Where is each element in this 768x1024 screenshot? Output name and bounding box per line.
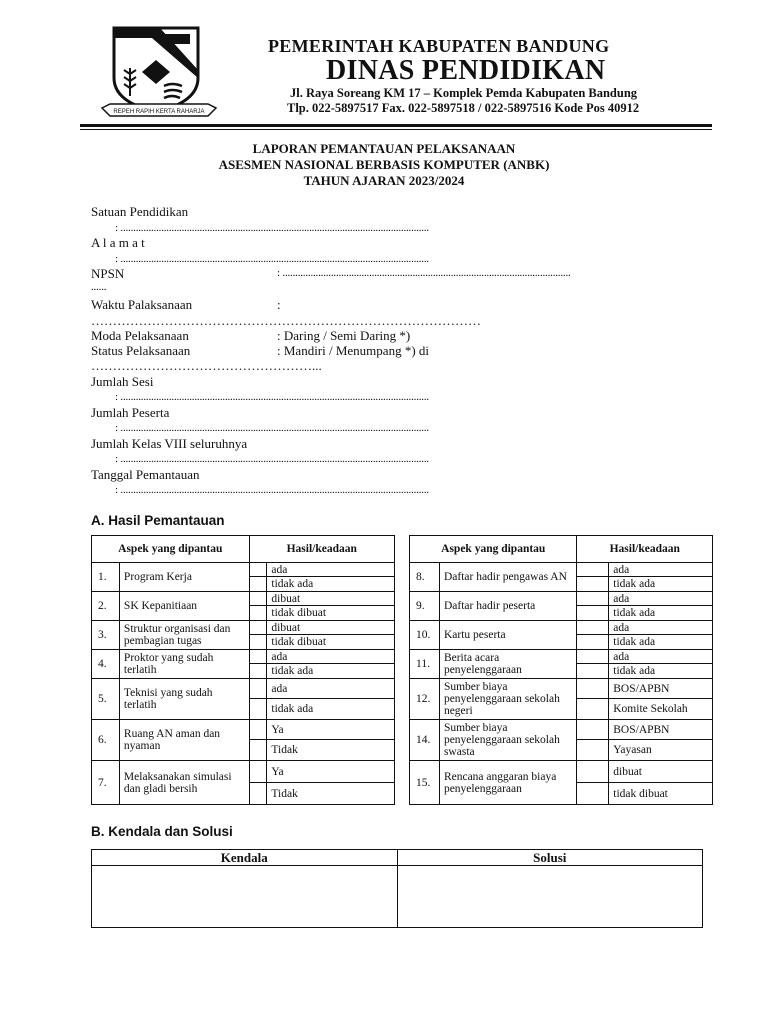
dots-npsn[interactable]: : .................................................................................................................	[277, 267, 571, 279]
option-text: tidak ada	[609, 577, 713, 592]
header-rule-thin	[80, 129, 712, 130]
row-number: 9.	[410, 592, 440, 621]
row-number: 4.	[92, 650, 120, 679]
dots-peserta[interactable]: : .........................................................................................................................	[115, 422, 429, 434]
aspek-text: Kartu peserta	[439, 621, 577, 650]
solusi-cell[interactable]	[397, 866, 703, 928]
checkbox-cell[interactable]	[577, 592, 609, 606]
checkbox-cell[interactable]	[577, 664, 609, 679]
table-row	[410, 592, 713, 606]
row-number: 2.	[92, 592, 120, 621]
checkbox-cell[interactable]	[249, 664, 267, 679]
label-alamat: A l a m a t	[91, 235, 145, 250]
aspek-text: Berita acara penyelenggaraan	[439, 650, 577, 679]
col-hasil: Hasil/keadaan	[249, 536, 395, 563]
col-hasil: Hasil/keadaan	[577, 536, 713, 563]
table-row	[92, 761, 395, 783]
row-number: 11.	[410, 650, 440, 679]
table-row	[92, 650, 395, 664]
checkbox-cell[interactable]	[249, 783, 267, 805]
option-text: ada	[609, 563, 713, 577]
option-text: ada	[609, 650, 713, 664]
checkbox-cell[interactable]	[249, 577, 267, 592]
label-satuan: Satuan Pendidikan	[91, 204, 189, 219]
row-number: 10.	[410, 621, 440, 650]
checkbox-cell[interactable]	[577, 563, 609, 577]
header-agency: DINAS PENDIDIKAN	[326, 55, 606, 86]
checkbox-cell[interactable]	[249, 699, 267, 720]
option-text: tidak ada	[609, 664, 713, 679]
table-row	[410, 621, 713, 635]
checkbox-cell[interactable]	[577, 621, 609, 635]
header-contact: Tlp. 022-5897517 Fax. 022-5897518 / 022-5897516 Kode Pos 40912	[287, 101, 640, 115]
section-b-title: B. Kendala dan Solusi	[91, 824, 233, 839]
option-text: tidak ada	[267, 664, 395, 679]
row-number: 15.	[410, 761, 440, 805]
table-row	[410, 679, 713, 699]
col-aspek: Aspek yang dipantau	[92, 536, 250, 563]
table-row	[92, 563, 395, 577]
dots-alamat[interactable]: : .........................................................................................................................	[115, 253, 429, 265]
table-row	[92, 621, 395, 635]
checkbox-cell[interactable]	[249, 621, 267, 635]
row-number: 7.	[92, 761, 120, 805]
option-text: tidak ada	[267, 699, 395, 720]
label-kelas: Jumlah Kelas VIII seluruhnya	[91, 436, 248, 451]
table-row	[410, 720, 713, 740]
aspek-text: Teknisi yang sudah terlatih	[119, 679, 249, 720]
checkbox-cell[interactable]	[577, 761, 609, 783]
dots-satuan[interactable]: : .........................................................................................................................	[115, 222, 429, 234]
option-text: BOS/APBN	[609, 720, 713, 740]
checkbox-cell[interactable]	[577, 699, 609, 720]
kendala-solusi-table	[91, 849, 703, 928]
row-number: 6.	[92, 720, 120, 761]
col-solusi: Solusi	[397, 850, 703, 866]
aspek-text: SK Kepanitiaan	[119, 592, 249, 621]
option-text: ada	[267, 679, 395, 699]
checkbox-cell[interactable]	[577, 783, 609, 805]
aspek-text: Daftar hadir pengawas AN	[439, 563, 577, 592]
colon-waktu: :	[277, 297, 281, 312]
dots-tanggal[interactable]: : .........................................................................................................................	[115, 484, 429, 496]
checkbox-cell[interactable]	[577, 577, 609, 592]
header-rule-thick	[80, 124, 712, 127]
row-number: 1.	[92, 563, 120, 592]
table-row	[92, 679, 395, 699]
label-moda: Moda Pelaksanaan	[91, 328, 189, 343]
checkbox-cell[interactable]	[577, 606, 609, 621]
table-row	[410, 650, 713, 664]
option-text: tidak dibuat	[609, 783, 713, 805]
checkbox-cell[interactable]	[249, 650, 267, 664]
aspek-text: Rencana anggaran biaya penyelenggaraan	[439, 761, 577, 805]
option-text: dibuat	[267, 621, 395, 635]
col-aspek: Aspek yang dipantau	[410, 536, 577, 563]
row-number: 5.	[92, 679, 120, 720]
row-number: 3.	[92, 621, 120, 650]
row-number: 14.	[410, 720, 440, 761]
hasil-table-left	[91, 535, 395, 805]
option-text: dibuat	[267, 592, 395, 606]
row-number: 8.	[410, 563, 440, 592]
dots-sesi[interactable]: : .........................................................................................................................	[115, 391, 429, 403]
checkbox-cell[interactable]	[249, 635, 267, 650]
svg-text:REPEH RAPIH KERTA RAHARJA: REPEH RAPIH KERTA RAHARJA	[113, 109, 205, 115]
value-status[interactable]: : Mandiri / Menumpang *) di	[277, 343, 430, 358]
checkbox-cell[interactable]	[577, 679, 609, 699]
report-title-line3: TAHUN AJARAN 2023/2024	[303, 173, 465, 188]
option-text: Komite Sekolah	[609, 699, 713, 720]
table-row	[92, 720, 395, 740]
dots-npsn-tail: ......	[91, 281, 107, 293]
label-peserta: Jumlah Peserta	[91, 405, 170, 420]
option-text: Tidak	[267, 740, 395, 761]
section-a-title: A. Hasil Pemantauan	[91, 513, 225, 528]
row-number: 12.	[410, 679, 440, 720]
option-text: Tidak	[267, 783, 395, 805]
logo-kabupaten-bandung	[100, 24, 218, 120]
col-kendala: Kendala	[92, 850, 398, 866]
hasil-table-right	[409, 535, 713, 805]
aspek-text: Program Kerja	[119, 563, 249, 592]
header-government: PEMERINTAH KABUPATEN BANDUNG	[268, 36, 610, 56]
checkbox-cell[interactable]	[577, 740, 609, 761]
checkbox-cell[interactable]	[249, 563, 267, 577]
table-row	[92, 592, 395, 606]
option-text: Yayasan	[609, 740, 713, 761]
label-sesi: Jumlah Sesi	[91, 374, 154, 389]
checkbox-cell[interactable]	[577, 720, 609, 740]
dots-kelas[interactable]: : .........................................................................................................................	[115, 453, 429, 465]
option-text: tidak ada	[609, 635, 713, 650]
checkbox-cell[interactable]	[577, 635, 609, 650]
dots-waktu[interactable]: ………………………………………………………………………………	[91, 313, 481, 328]
option-text: tidak ada	[609, 606, 713, 621]
label-waktu: Waktu Palaksanaan	[91, 297, 193, 312]
option-text: ada	[609, 592, 713, 606]
option-text: Ya	[267, 761, 395, 783]
option-text: tidak dibuat	[267, 606, 395, 621]
option-text: dibuat	[609, 761, 713, 783]
dots-status[interactable]: ……………………………………………...	[91, 358, 322, 373]
option-text: ada	[609, 621, 713, 635]
checkbox-cell[interactable]	[249, 720, 267, 740]
report-title-line2: ASESMEN NASIONAL BERBASIS KOMPUTER (ANBK)	[218, 157, 550, 172]
header-address: Jl. Raya Soreang KM 17 – Komplek Pemda Kabupaten Bandung	[290, 86, 638, 100]
checkbox-cell[interactable]	[249, 740, 267, 761]
option-text: tidak ada	[267, 577, 395, 592]
option-text: Ya	[267, 720, 395, 740]
checkbox-cell[interactable]	[249, 761, 267, 783]
report-title-line1: LAPORAN PEMANTAUAN PELAKSANAAN	[252, 141, 516, 156]
aspek-text: Ruang AN aman dan nyaman	[119, 720, 249, 761]
table-row	[410, 563, 713, 577]
aspek-text: Sumber biaya penyelenggaraan sekolah swasta	[439, 720, 577, 761]
aspek-text: Melaksanakan simulasi dan gladi bersih	[119, 761, 249, 805]
aspek-text: Struktur organisasi dan pembagian tugas	[119, 621, 249, 650]
option-text: ada	[267, 650, 395, 664]
option-text: tidak dibuat	[267, 635, 395, 650]
checkbox-cell[interactable]	[249, 679, 267, 699]
label-status: Status Pelaksanaan	[91, 343, 191, 358]
checkbox-cell[interactable]	[249, 592, 267, 606]
value-moda[interactable]: : Daring / Semi Daring *)	[277, 328, 411, 343]
table-row	[410, 761, 713, 783]
aspek-text: Sumber biaya penyelenggaraan sekolah negeri	[439, 679, 577, 720]
aspek-text: Proktor yang sudah terlatih	[119, 650, 249, 679]
kendala-cell[interactable]	[92, 866, 398, 928]
option-text: ada	[267, 563, 395, 577]
option-text: BOS/APBN	[609, 679, 713, 699]
label-tanggal: Tanggal Pemantauan	[91, 467, 200, 482]
aspek-text: Daftar hadir peserta	[439, 592, 577, 621]
label-npsn: NPSN	[91, 266, 125, 281]
checkbox-cell[interactable]	[577, 650, 609, 664]
checkbox-cell[interactable]	[249, 606, 267, 621]
